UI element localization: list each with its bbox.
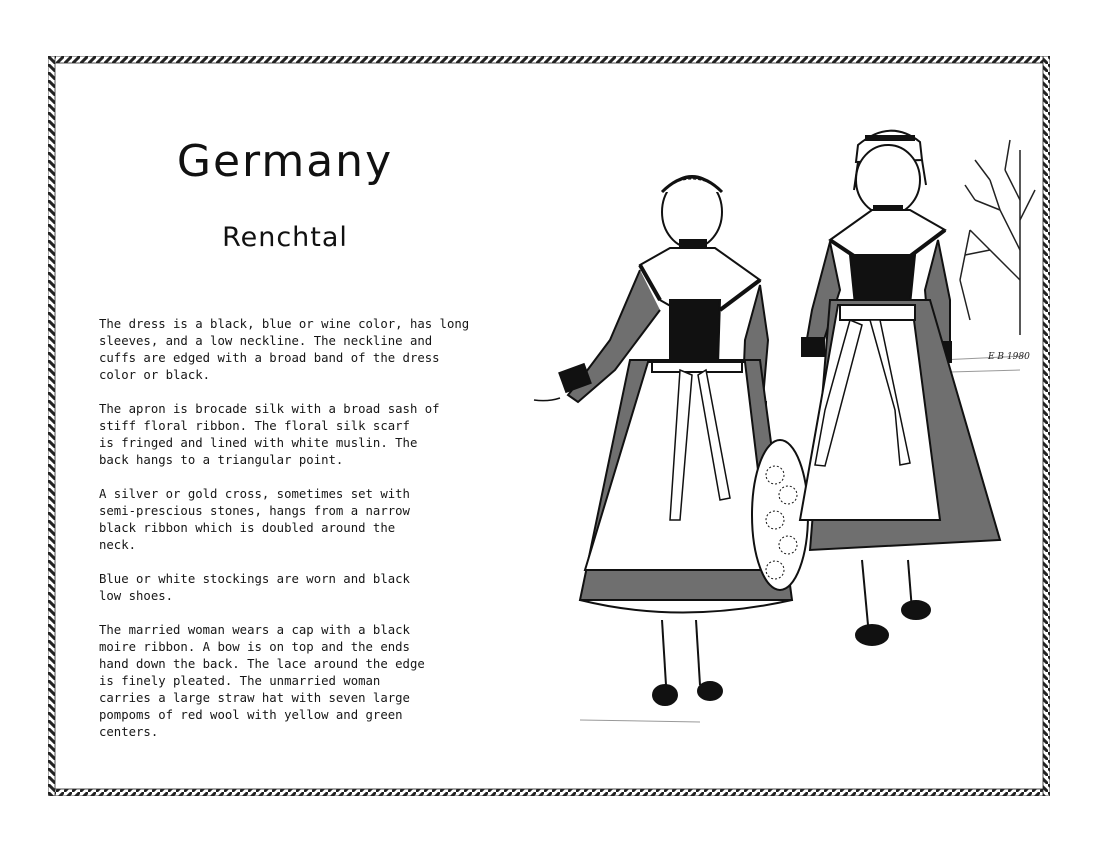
page-subtitle: Renchtal (222, 222, 348, 253)
paragraph-stockings: Blue or white stockings are worn and black low shoes. (99, 572, 410, 603)
paragraph-cross: A silver or gold cross, sometimes set with semi-prescious stones, hangs from a narrow black ribbon which is doubled around the neck. (99, 487, 410, 552)
bare-tree (960, 140, 1035, 335)
paragraph-cap-and-hat: The married woman wears a cap with a black moire ribbon. A bow is on top and the ends hand down the back. The lace around the edge is finely pleated. The unmarried woman carries a large straw hat with seven large pompoms of red wool with yellow and green centers. (99, 623, 425, 739)
costume-illustration (520, 80, 1040, 760)
costume-description (99, 316, 529, 758)
paragraph-dress: The dress is a black, blue or wine color, has long sleeves, and a low neckline. The neckline and cuffs are edged with a broad band of the dress color or black. (99, 317, 470, 382)
artist-signature: E B 1980 (988, 352, 1030, 362)
page-title: Germany (176, 136, 394, 187)
paragraph-apron: The apron is brocade silk with a broad sash of stiff floral ribbon. The floral silk scarf is fringed and lined with white muslin. The back hangs to a triangular point. (99, 402, 440, 467)
woman-right (800, 131, 1000, 645)
woman-left (534, 176, 808, 705)
